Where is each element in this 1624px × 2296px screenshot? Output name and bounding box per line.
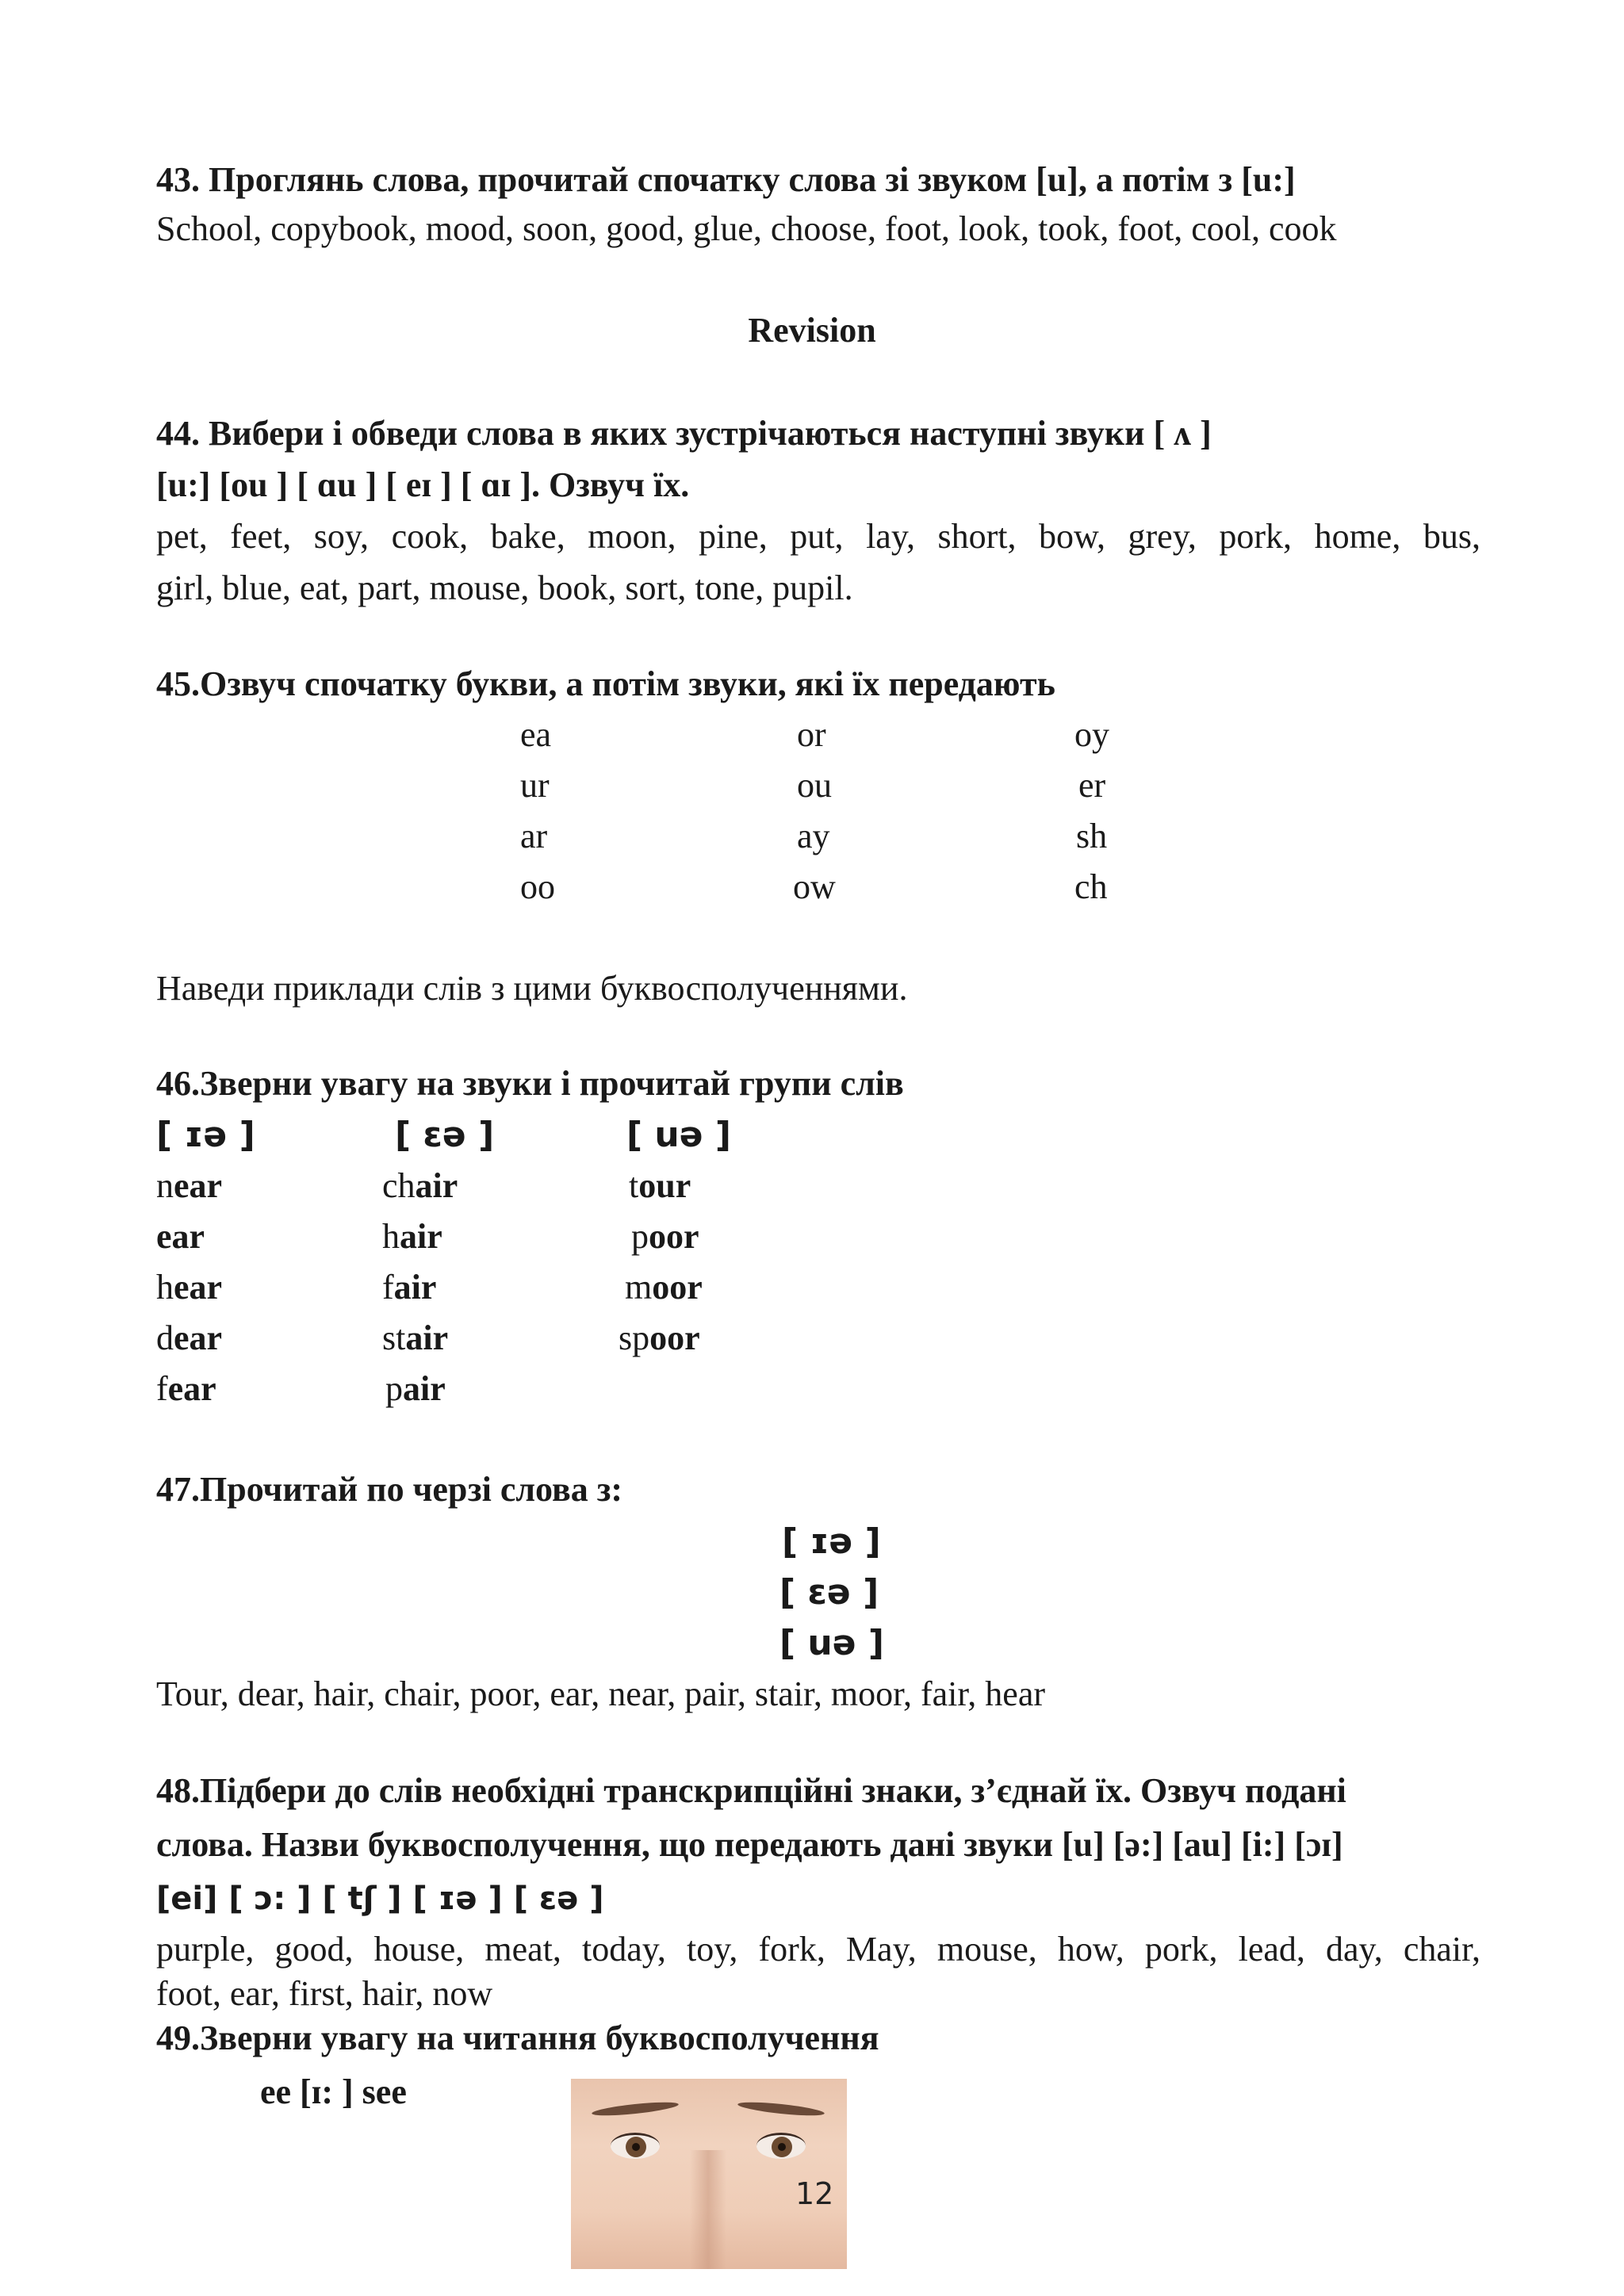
exercise-44-words-line1: pet, feet, soy, cook, bake, moon, pine, put, lay, short, bow, grey, pork, home, bus, <box>156 517 1480 556</box>
sound-header: [ ɪə ] <box>156 1115 255 1155</box>
eye-right <box>756 2133 806 2159</box>
word: hair <box>382 1217 442 1256</box>
table-cell: ow <box>793 867 836 906</box>
exercise-47-words: Tour, dear, hair, chair, poor, ear, near, pair, stair, moor, fair, hear <box>156 1674 1046 1713</box>
table-cell: or <box>797 715 826 754</box>
exercise-48-title-line3: [ei] [ ɔ: ] [ tʃ ] [ ɪə ] [ ɛə ] <box>156 1881 604 1917</box>
exercise-44-title-line2: [u:] [ou ] [ ɑu ] [ eɪ ] [ ɑɪ ]. Озвуч їх. <box>156 465 690 504</box>
sound-symbol: [ ɛə ] <box>779 1572 879 1613</box>
table-cell: er <box>1078 766 1106 805</box>
word: spoor <box>619 1318 700 1357</box>
table-cell: ay <box>797 817 830 855</box>
sound-header: [ uə ] <box>626 1115 732 1155</box>
eyes-photo <box>571 2079 847 2269</box>
nose <box>690 2150 726 2269</box>
sound-symbol: [ uə ] <box>779 1623 885 1663</box>
exercise-46-title: 46.Зверни увагу на звуки і прочитай групи слів <box>156 1064 904 1103</box>
exercise-49-example: ee [ɪ: ] see <box>260 2072 407 2111</box>
exercise-43-title: 43. Проглянь слова, прочитай спочатку слова зі звуком [u], а потім з [u:] <box>156 160 1296 199</box>
word: near <box>156 1166 223 1205</box>
exercise-45-note: Наведи приклади слів з цими буквосполученнями. <box>156 969 908 1008</box>
table-cell: ea <box>520 715 552 754</box>
word: pair <box>385 1369 446 1408</box>
exercise-43-words: School, copybook, mood, soon, good, glue, choose, foot, look, took, foot, cool, cook <box>156 209 1337 248</box>
table-cell: ch <box>1074 867 1108 906</box>
word: ear <box>156 1217 205 1256</box>
exercise-44-words-line2: girl, blue, eat, part, mouse, book, sort, tone, pupil. <box>156 568 853 607</box>
eyebrow-left <box>592 2099 680 2118</box>
eyebrow-right <box>737 2099 825 2118</box>
sound-symbol: [ ɪə ] <box>782 1521 881 1562</box>
eye-left <box>611 2133 660 2159</box>
word: fair <box>382 1268 437 1307</box>
word: fear <box>156 1369 216 1408</box>
word: tour <box>629 1166 691 1205</box>
exercise-45-title: 45.Озвуч спочатку букви, а потім звуки, які їх передають <box>156 664 1055 703</box>
table-cell: ur <box>520 766 550 805</box>
exercise-44-title-line1: 44. Вибери і обведи слова в яких зустрічаються наступні звуки [ ʌ ] <box>156 414 1212 453</box>
table-cell: sh <box>1076 817 1108 855</box>
word: dear <box>156 1318 223 1357</box>
table-cell: oo <box>520 867 555 906</box>
exercise-49-title: 49.Зверни увагу на читання буквосполучення <box>156 2019 879 2057</box>
table-cell: ar <box>520 817 548 855</box>
table-cell: oy <box>1074 715 1109 754</box>
exercise-48-words-line2: foot, ear, first, hair, now <box>156 1974 493 2013</box>
word: moor <box>625 1268 703 1307</box>
table-cell: ou <box>797 766 832 805</box>
sound-header: [ ɛə ] <box>395 1115 495 1155</box>
word: poor <box>631 1217 699 1256</box>
word: hear <box>156 1268 223 1307</box>
word: chair <box>382 1166 458 1205</box>
exercise-48-title-line2: слова. Назви буквосполучення, що передають дані звуки [u] [ə:] [au] [i:] [ɔɪ] <box>156 1825 1343 1864</box>
exercise-48-words-line1: purple, good, house, meat, today, toy, fork, May, mouse, how, pork, lead, day, chair, <box>156 1930 1480 1969</box>
exercise-47-title: 47.Прочитай по черзі слова з: <box>156 1470 623 1509</box>
page-number: 12 <box>795 2176 834 2211</box>
word: stair <box>382 1318 449 1357</box>
revision-heading: Revision <box>748 311 876 350</box>
exercise-48-title-line1: 48.Підбери до слів необхідні транскрипційні знаки, з’єднай їх. Озвуч подані <box>156 1771 1346 1810</box>
